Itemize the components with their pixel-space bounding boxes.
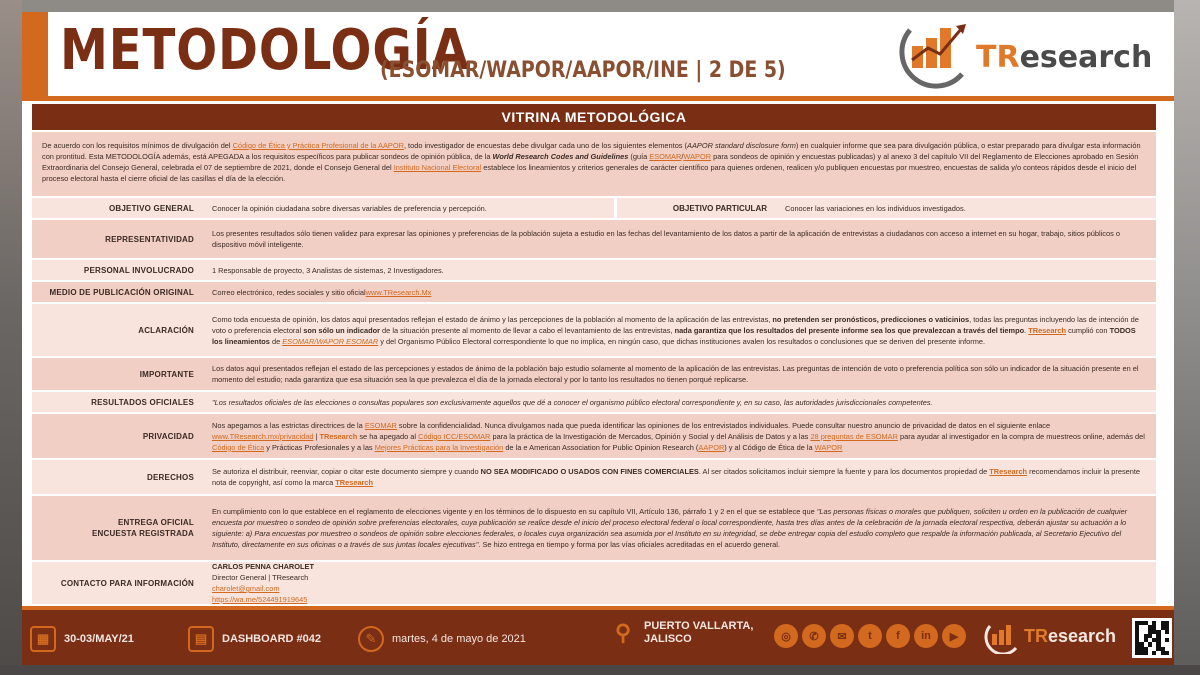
row-label: OBJETIVO GENERAL — [32, 198, 204, 218]
row-label: REPRESENTATIVIDAD — [32, 220, 204, 258]
header-divider — [22, 96, 1174, 101]
row-value: Conocer la opinión ciudadana sobre diversas variables de preferencia y percepción. — [204, 198, 614, 218]
mail-icon[interactable]: ✉ — [830, 624, 854, 648]
backdrop-left — [0, 0, 22, 675]
page-title: METODOLOGÍA — [60, 18, 470, 83]
row-value: 1 Responsable de proyecto, 3 Analistas de sistemas, 2 Investigadores. — [204, 260, 1156, 280]
row-derechos — [32, 460, 1156, 494]
row-label: ENTREGA OFICIAL ENCUESTA REGISTRADA — [32, 496, 204, 560]
slide — [22, 12, 1174, 665]
chat-icon: ✎ — [358, 626, 384, 652]
phone-icon[interactable]: ✆ — [802, 624, 826, 648]
row-representatividad — [32, 220, 1156, 258]
row-personal — [32, 260, 1156, 280]
row-value: En cumplimiento con lo que establece en el reglamento de elecciones vigente y en los términos de lo dispuesto en su capítulo VII, Artículo 136, párrafo 1 y 2 en el que se establece que "Las personas físicas o morales que publiquen, soliciten u orden en la publicación de cualquier encuesta por muestreo o sondeo de opinión sobre preferencias electorales, cuya publicación se realice desde el inicio del proceso electoral federal o local correspondiente, hasta tres días antes de la celebración de la jornada electoral respectiva, deberán ajustar su actuación a lo siguiente: a) Para encuestas por muestreo o sondeos de opinión sobre elecciones federales, o locales cuya organización sea asumida por el Instituto en su integridad, se debe entregar copia del estudio completo que respalde la información publicada, al Secretario Ejecutivo del Instituto, directamente en sus oficinas o a través de sus juntas locales ejecutivas". Se hizo entrega en tiempo y forma por las vías oficiales acreditadas en el acuerdo general. — [204, 496, 1156, 560]
best-practices-link[interactable]: Mejores Prácticas para la Investigación — [374, 442, 504, 452]
wapor-link[interactable]: WAPOR — [683, 152, 712, 161]
aapor-link[interactable]: AAPOR — [698, 442, 725, 452]
footer-location — [610, 620, 753, 646]
privacy-link[interactable]: www.TResearch.mx/privacidad — [212, 431, 314, 441]
title-accent-bar — [22, 12, 48, 98]
location-line-1: PUERTO VALLARTA, — [644, 620, 754, 632]
map-pin-icon: ⚲ — [614, 620, 632, 645]
esomar-wapor-link[interactable]: ESOMAR/WAPOR ESOMAR — [282, 336, 379, 346]
row-label: MEDIO DE PUBLICACIÓN ORIGINAL — [32, 282, 204, 302]
contact-email-link[interactable]: charolet@gmail.com — [212, 584, 280, 593]
row-value: Como toda encuesta de opinión, los datos aquí presentados reflejan el estado de ánimo y las percepciones de la población al momento de la aplicación de las entrevistas, no pretenden ser pronósticos, predicciones o vaticinios, todas las preguntas incluyendo las de intención de voto o preferencia electoral son sólo un indicador de la situación presente al momento de llevar a cabo el levantamiento de las entrevistas, nada garantiza que los resultados del presente informe sea los que prevalezcan a través del tiempo. TResearch cumplió con TODOS los lineamientos de ESOMAR/WAPOR ESOMAR y del Organismo Público Electoral correspondiente lo que no implica, en ningún caso, que dichas instituciones avalen los resultados o conclusiones que se deriven del presente informe. — [204, 304, 1156, 356]
brand-logo — [896, 16, 1166, 90]
footer-date — [30, 626, 134, 652]
footer-brand-chart-icon — [984, 620, 1022, 654]
row-value: Nos apegamos a las estrictas directrices de la ESOMAR sobre la confidencialidad. Nunca divulgamos nada que pueda identificar las opiniones de los entrevistados individuales. Puede consultar nuestro anuncio de privacidad de datos en el siguiente enlace www.TResearch.mx/privacidad | TResearch se ha apegado al Código ICC/ESOMAR para la práctica de la Investigación de Mercados, Opinión y Social y del Análisis de Datos y a las 28 preguntas de ESOMAR para ayudar al investigador en la compra de muestreos online, además del Código de Ética y Prácticas Profesionales y a las Mejores Prácticas para la Investigación de la e American Association for Public Opinion Research (AAPOR) y al Código de Ética de la WAPOR — [204, 414, 1156, 458]
row-label: DERECHOS — [32, 460, 204, 494]
esomar-link[interactable]: ESOMAR — [649, 152, 682, 161]
tresearch-link[interactable]: TResearch — [1028, 325, 1067, 335]
contact-whatsapp-link[interactable]: https://wa.me/524491919645 — [212, 595, 308, 604]
footer-brand-logo-text: TResearch — [1024, 626, 1117, 646]
header — [22, 12, 1174, 98]
backdrop-bottom — [0, 665, 1200, 675]
page-subtitle: (ESOMAR/WAPOR/AAPOR/INE | 2 DE 5) — [380, 58, 786, 83]
row-value: Los datos aquí presentados reflejan el estado de las percepciones y estados de ánimo de la población bajo estudio solamente al momento de la aplicación de las entrevistas. Las preguntas de intención de voto o preferencia política son sólo un indicador de la situación presente en el momento del estudio; nada garantiza que esa situación sea la que prevalezca el día de la jornada electoral y por lo tanto los resultados no tienen porqué replicarse. — [204, 358, 1156, 390]
calendar-icon: ▦ — [30, 626, 56, 652]
backdrop-right — [1174, 0, 1200, 675]
linkedin-icon[interactable]: in — [914, 624, 938, 648]
ethics-code-link[interactable]: Código de Ética — [212, 442, 265, 452]
row-value: Se autoriza el distribuir, reenviar, copiar o citar este documento siempre y cuando NO SEA MODIFICADO O USADOS CON FINES COMERCIALES. Al ser citados solicitamos incluir siempre la fuente y para los documentos propiedad de TResearch recomendamos incluir la presente nota de copyright, así como la marca TResearch — [204, 460, 1156, 494]
footer-brand-logo — [984, 620, 1124, 654]
qr-code[interactable] — [1132, 618, 1172, 658]
intro-paragraph: De acuerdo con los requisitos mínimos de divulgación del Código de Ética y Práctica Profesional de la AAPOR, todo investigador de encuestas debe divulgar cada uno de los siguientes elementos (AAPOR standard disclosure form) en cualquier informe que sea para divulgación pública, o estar preparado para divulgar esta información con prontitud. Esta METODOLOGÍA además, está APEGADA a los requisitos específicos para publicar sondeos de opinión pública, de la World Research Codes and Guidelines (guía ESOMAR/WAPOR para sondeos de opinión y encuestas publicadas) y al anexo 3 del capítulo VII del Reglamento de Elecciones aprobado en Sesión Extraordinaria del Consejo General, celebrada el 07 de septiembre de 2021, donde el Consejo General del Instituto Nacional Electoral establece los lineamientos y criterios generales de carácter científico para quienes ordenen, realicen y/o publiquen encuestas por muestreo, encuestas de salida y/o conteos rápidos desde el inicio del proceso electoral hasta el cierre oficial de las casillas el día de la elección. — [32, 132, 1156, 196]
row-medio-publicacion — [32, 282, 1156, 302]
row-contacto — [32, 562, 1156, 604]
row-entrega-oficial — [32, 496, 1156, 560]
twitter-icon[interactable]: t — [858, 624, 882, 648]
footer-dashboard — [188, 626, 321, 652]
ine-link[interactable]: Instituto Nacional Electoral — [393, 163, 482, 172]
row-value — [204, 562, 1156, 604]
row-value: "Los resultados oficiales de las elecciones o consultas populares son exclusivamente aquellos que dé a conocer el organismo público electoral correspondiente y, en su caso, las autoridades jurisdiccionales competentes. — [204, 392, 1156, 412]
section-title: VITRINA METODOLÓGICA — [32, 104, 1156, 130]
row-label: ACLARACIÓN — [32, 304, 204, 356]
youtube-icon[interactable]: ▶ — [942, 624, 966, 648]
contact-role: Director General | TResearch — [212, 573, 309, 582]
contact-name: CARLOS PENNA CHAROLET — [212, 562, 314, 571]
footer — [22, 610, 1174, 665]
document-chart-icon: ▤ — [188, 626, 214, 652]
row-aclaracion — [32, 304, 1156, 356]
location-line-2: JALISCO — [644, 633, 692, 645]
esomar-28-questions-link[interactable]: 28 preguntas de ESOMAR — [810, 431, 898, 441]
row-label: IMPORTANTE — [32, 358, 204, 390]
row-value: Conocer las variaciones en los individuos investigados. — [777, 198, 1156, 218]
icc-esomar-code-link[interactable]: Código ICC/ESOMAR — [418, 431, 491, 441]
row-resultados-oficiales — [32, 392, 1156, 412]
row-label: OBJETIVO PARTICULAR — [617, 198, 777, 218]
aapor-code-link[interactable]: Código de Ética y Práctica Profesional de la AAPOR — [232, 141, 404, 150]
tresearch-brand-link[interactable]: TResearch — [335, 478, 374, 487]
row-value: Los presentes resultados sólo tienen validez para expresar las opiniones y preferencias de la población sujeta a estudio en las fechas del levantamiento de los datos a partir de la aplicación de entrevistas a ciudadanos con acceso a internet en su hogar, trabajo, sitios públicos o dispositivo móvil inteligente. — [204, 220, 1156, 258]
row-value: Correo electrónico, redes sociales y sitio oficial www.TResearch.Mx — [204, 282, 1156, 302]
row-objetivos — [32, 198, 1156, 218]
facebook-icon[interactable]: f — [886, 624, 910, 648]
tresearch-link[interactable]: TResearch — [989, 467, 1028, 476]
brand-chart-icon — [896, 16, 976, 90]
row-importante — [32, 358, 1156, 390]
footer-date-text: 30-03/MAY/21 — [64, 633, 134, 645]
esomar-link[interactable]: ESOMAR — [364, 420, 397, 430]
social-icons — [774, 624, 966, 648]
footer-published-date — [358, 626, 526, 652]
backdrop-top — [0, 0, 1200, 12]
row-privacidad — [32, 414, 1156, 458]
row-label: PRIVACIDAD — [32, 414, 204, 458]
tresearch-site-link[interactable]: www.TResearch.Mx — [365, 287, 432, 297]
globe-icon[interactable]: ◎ — [774, 624, 798, 648]
row-label: PERSONAL INVOLUCRADO — [32, 260, 204, 280]
footer-published-text: martes, 4 de mayo de 2021 — [392, 633, 526, 645]
brand-logo-text: TResearch — [976, 40, 1153, 75]
row-label: RESULTADOS OFICIALES — [32, 392, 204, 412]
row-label: CONTACTO PARA INFORMACIÓN — [32, 562, 204, 604]
wapor-link[interactable]: WAPOR — [814, 442, 843, 452]
footer-dashboard-text: DASHBOARD #042 — [222, 633, 322, 645]
